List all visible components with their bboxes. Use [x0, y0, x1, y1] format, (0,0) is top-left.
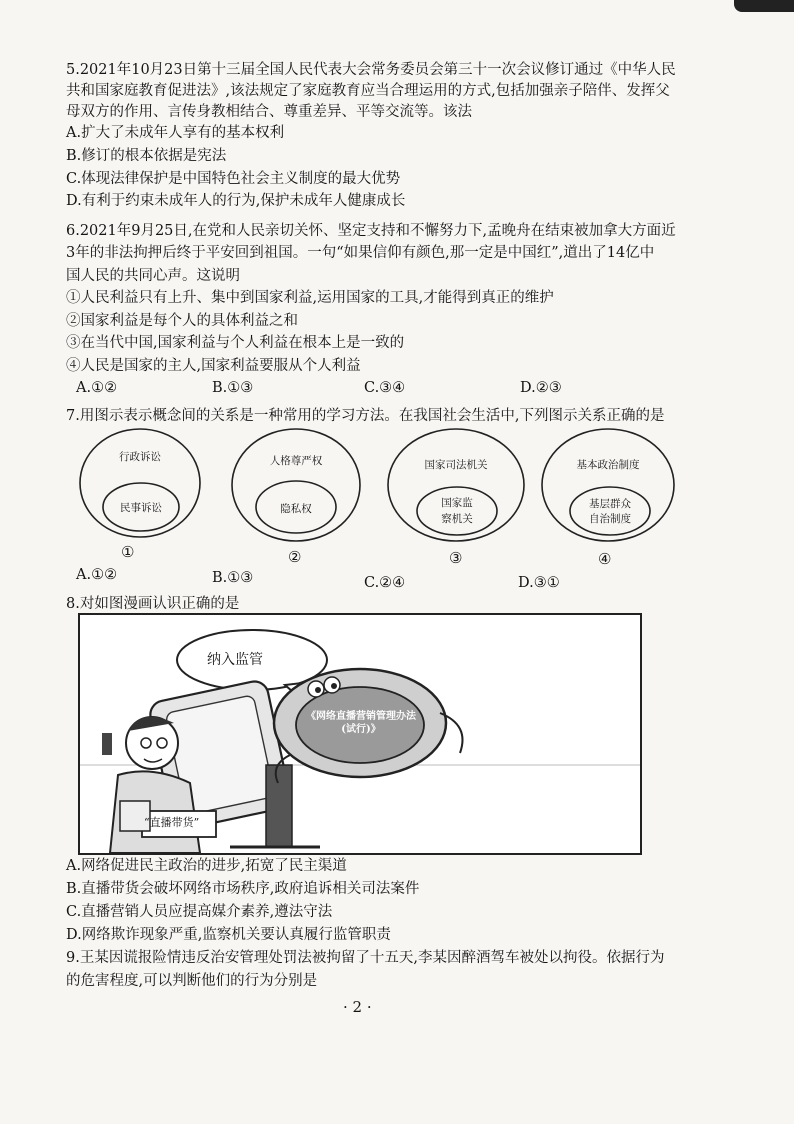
q6-choice-d: D.②③: [520, 380, 562, 396]
venn-4-number: ④: [598, 550, 612, 568]
q5-option-a: A.扩大了未成年人享有的基本权利: [66, 125, 285, 141]
q6-stem-line-3: 国人民的共同心声。这说明: [66, 268, 240, 284]
venn-3-inner-label: 国家监察机关: [441, 497, 473, 525]
q6-choice-b: B.①③: [212, 380, 254, 396]
q7-choice-d: D.③①: [518, 575, 560, 591]
q7-choice-a: A.①②: [76, 567, 118, 583]
venn-1-number: ①: [121, 543, 135, 561]
q8-option-a: A.网络促进民主政治的进步,拓宽了民主渠道: [66, 858, 347, 874]
q6-stem-line-1: 6.2021年9月25日,在党和人民亲切关怀、坚定支持和不懈努力下,孟晚舟在结束被加拿大方面近: [66, 223, 676, 239]
venn-2-inner-label: 隐私权: [280, 503, 312, 515]
q6-choice-a: A.①②: [76, 380, 118, 396]
q5-stem-line-3: 母双方的作用、言传身教相结合、尊重差异、平等交流等。该法: [66, 104, 472, 120]
page-number: · 2 ·: [343, 998, 372, 1016]
q6-choice-c: C.③④: [364, 380, 406, 396]
q7-choice-c: C.②④: [364, 575, 406, 591]
venn-3-number: ③: [449, 549, 463, 567]
q6-statement-1: ①人民利益只有上升、集中到国家利益,运用国家的工具,才能得到真正的维护: [66, 290, 554, 306]
q9-stem-line-2: 的危害程度,可以判断他们的行为分别是: [66, 973, 318, 989]
q5-option-c: C.体现法律保护是中国特色社会主义制度的最大优势: [66, 171, 401, 187]
venn-1-outer-label: 行政诉讼: [119, 451, 161, 463]
q8-option-b: B.直播带货会破坏网络市场秩序,政府追诉相关司法案件: [66, 881, 420, 897]
q5-stem-line-1: 5.2021年10月23日第十三届全国人民代表大会常务委员会第三十一次会议修订通过《中华人民: [66, 62, 676, 78]
q5-stem-line-2: 共和国家庭教育促进法》,该法规定了家庭教育应当合理运用的方式,包括加强亲子陪伴、发挥父: [66, 83, 670, 99]
cartoon-illustration: [78, 613, 642, 855]
q6-statement-4: ④人民是国家的主人,国家利益要服从个人利益: [66, 358, 361, 374]
q6-statement-2: ②国家利益是每个人的具体利益之和: [66, 313, 298, 329]
venn-3-outer-label: 国家司法机关: [424, 459, 488, 471]
venn-2-outer-label: 人格尊严权: [269, 455, 323, 467]
q6-statement-3: ③在当代中国,国家利益与个人利益在根本上是一致的: [66, 335, 405, 351]
venn-diagram-4: [540, 427, 676, 543]
q5-option-d: D.有利于约束未成年人的行为,保护未成年人健康成长: [66, 193, 406, 209]
q8-stem: 8.对如图漫画认识正确的是: [66, 596, 240, 612]
venn-diagram-1: [78, 427, 202, 539]
venn-4-outer-label: 基本政治制度: [576, 459, 640, 471]
q6-stem-line-2: 3年的非法拘押后终于平安回到祖国。一句“如果信仰有颜色,那一定是中国红”,道出了14亿中: [66, 245, 655, 261]
q8-option-d: D.网络欺诈现象严重,监察机关要认真履行监管职责: [66, 927, 391, 943]
speech-bubble-text: 纳入监管: [207, 652, 263, 668]
q5-option-b: B.修订的根本依据是宪法: [66, 148, 227, 164]
venn-4-inner-label: 基层群众自治制度: [589, 498, 631, 525]
regulation-title-text: 《网络直播营销管理办法(试行)》: [306, 711, 416, 735]
box-label: “直播带货”: [144, 816, 200, 829]
venn-1-inner-label: 民事诉讼: [120, 502, 162, 514]
scan-corner-mark: [734, 0, 794, 12]
q7-stem: 7.用图示表示概念间的关系是一种常用的学习方法。在我国社会生活中,下列图示关系正确的是: [66, 408, 665, 424]
q9-stem-line-1: 9.王某因谎报险情违反治安管理处罚法被拘留了十五天,李某因醉酒驾车被处以拘役。依据行为: [66, 950, 665, 966]
venn-2-number: ②: [288, 548, 302, 566]
venn-diagram-2: [230, 427, 362, 543]
venn-diagram-3: [386, 427, 526, 543]
q8-option-c: C.直播营销人员应提高媒介素养,遵法守法: [66, 904, 333, 920]
q7-choice-b: B.①③: [212, 570, 254, 586]
